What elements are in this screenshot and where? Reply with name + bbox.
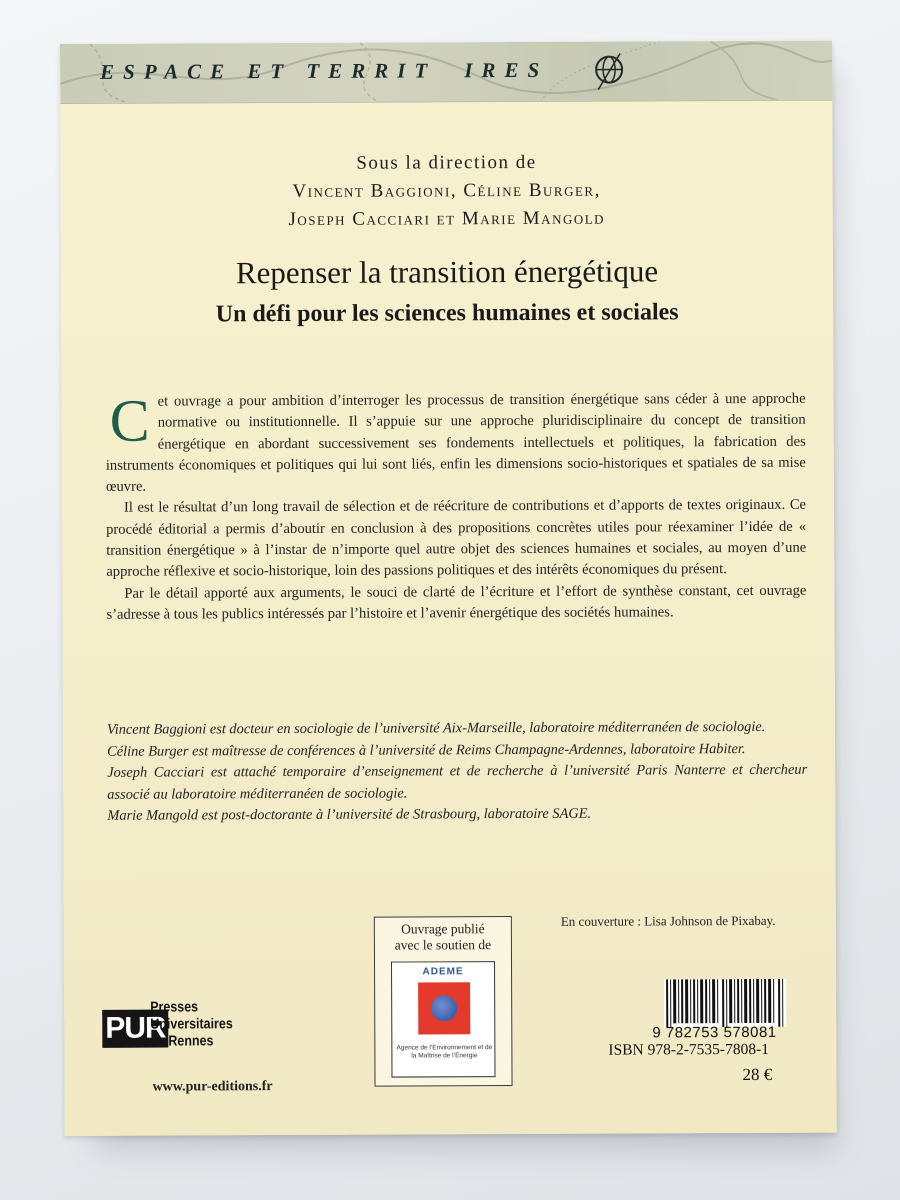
ademe-label: ADEME: [422, 966, 464, 978]
price: 28 €: [742, 1064, 773, 1085]
barcode: [664, 979, 786, 1028]
ademe-emblem: [418, 982, 470, 1034]
barcode-digits: 9 782753 578081: [652, 1023, 777, 1042]
authors-line-2: Joseph Cacciari et Marie Mangold: [288, 207, 606, 231]
book-summary: [106, 389, 807, 626]
bio-burger: Céline Burger est maîtresse de conférences à l’université de Reims Champagne-Ardennes, laboratoire Habiter.: [107, 740, 746, 760]
support-text: Ouvrage publié avec le soutien de: [394, 921, 492, 953]
book-back-cover: [60, 41, 837, 1136]
publisher-letters: PUR: [102, 1010, 169, 1048]
summary-paragraph-1: Cet ouvrage a pour ambition d’interroger les processus de transition énergétique sans céder à une approche normative ou institutionnelle. Il s’appuie sur une approche pluridisciplinaire du concept de transition énergétique en abordant successivement ses fondements intellectuels et politiques, la fabrication des instruments économiques et politiques qui lui sont liés, enfin les dimensions socio-historiques et spatiales de sa mise œuvre.: [105, 387, 806, 495]
globe-icon: [431, 995, 457, 1021]
bio-cacciari: Joseph Cacciari est attaché temporaire d’enseignement et de recherche à l’université Paris Nanterre et chercheur associé au laboratoire méditerranéen de sociologie.: [107, 761, 808, 803]
direction-label: Sous la direction de: [356, 151, 537, 174]
summary-paragraph-2: Il est le résultat d’un long travail de sélection et de réécriture de contributions et d’apports de textes originaux. Ce procédé éditorial a permis d’aboutir en conclusion à des propositions concrètes utiles pour réexaminer l’idée de « transition énergétique » à l’instar de n’importe quel autre objet des sciences humaines et sociales, au moyen d’une approche réflexive et socio-historique, loin des passions politiques et des intérêts économiques du présent.: [106, 497, 807, 581]
authors-line-1: Vincent Baggioni, Céline Burger,: [292, 179, 601, 202]
drop-cap: C: [109, 387, 150, 454]
summary-paragraph-3: Par le détail apporté aux arguments, le souci de clarté de l’écriture et l’effort de synthèse constant, cet ouvrage s’adresse à tous les publics intéressés par l’histoire et l’avenir énergétique des sociétés humaines.: [106, 582, 807, 623]
series-header-band: [60, 41, 832, 104]
isbn: ISBN 978-2-7535-7808-1: [608, 1040, 770, 1059]
publisher-name: Presses Universitaires de Rennes: [150, 999, 233, 1050]
book-subtitle: Un défi pour les sciences humaines et sociales: [215, 299, 679, 328]
publisher-logo: [102, 999, 232, 1080]
support-box: [374, 916, 513, 1087]
bio-baggioni: Vincent Baggioni est docteur en sociologie de l’université Aix-Marseille, laboratoire méditerranéen de sociologie.: [106, 718, 766, 738]
series-title: ESPACE ET TERRIT IRES: [100, 57, 549, 84]
ademe-caption: Agence de l’Environnement et de la Maîtrise de l’Énergie: [396, 1044, 493, 1060]
ademe-logo: [391, 961, 496, 1077]
globe-icon: [592, 52, 626, 92]
book-title: Repenser la transition énergétique: [235, 253, 659, 291]
bio-mangold: Marie Mangold est post-doctorante à l’université de Strasbourg, laboratoire SAGE.: [107, 805, 592, 824]
author-bios: [107, 717, 807, 828]
cover-credit: En couverture : Lisa Johnson de Pixabay.: [560, 912, 776, 929]
publisher-url: www.pur-editions.fr: [152, 1079, 273, 1095]
